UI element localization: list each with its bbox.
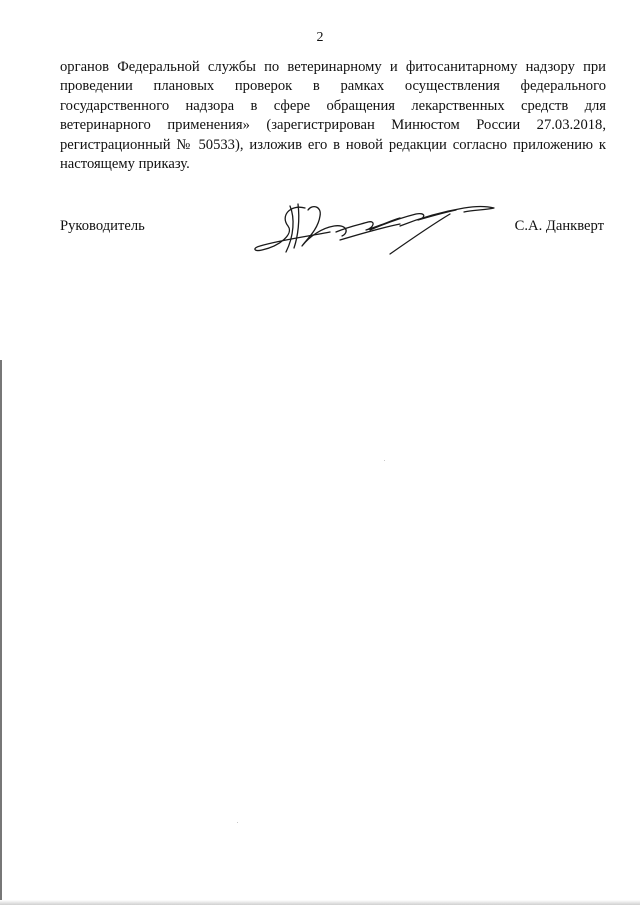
signatory-role: Руководитель [60,218,145,234]
scan-edge-bottom [0,900,640,905]
page-number: 2 [316,30,324,45]
scan-edge-left [0,360,2,905]
scan-speck [384,460,385,461]
handwritten-signature [250,196,500,266]
signatory-name: С.А. Данкверт [514,218,604,234]
body-paragraph: органов Федеральной службы по ветеринарному и фитосанитарному надзору при проведении плановых проверок в рамках осуществления федерального государственного надзора в сфере обращения лекарственных средств для ветеринарного применения» (зарегистрирован Минюстом России 27.03.2018, регистрационный № 50533), изложив его в новой редакции согласно приложению к настоящему приказу. [60,59,606,173]
scan-speck [237,822,238,823]
